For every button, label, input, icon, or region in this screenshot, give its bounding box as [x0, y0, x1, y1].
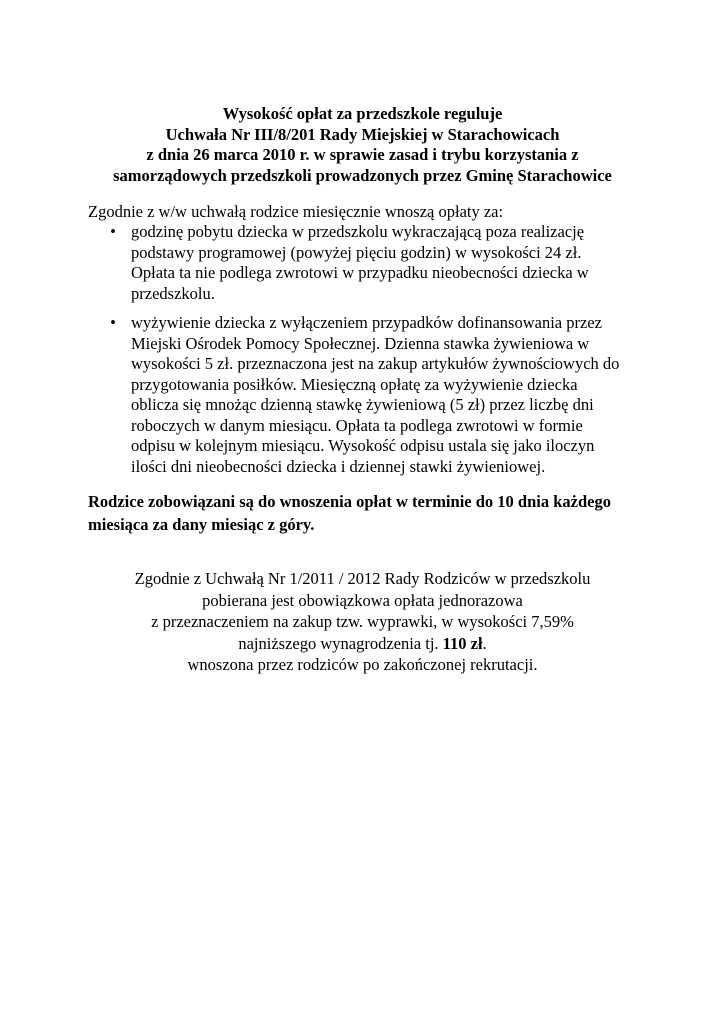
intro-paragraph: Zgodnie z w/w uchwałą rodzice miesięcznie wnoszą opłaty za: [88, 202, 504, 221]
layette-fee-amount: 110 zł [442, 633, 483, 653]
fee-item-line: przygotowania posiłków. Miesięczną opłatę za wyżywienie dziecka [131, 374, 578, 394]
payment-deadline-notice [88, 490, 611, 536]
fee-item-line: godzinę pobytu dziecka w przedszkolu wykraczającą poza realizację [131, 222, 585, 241]
fee-list-item-hours [88, 222, 648, 304]
title-line: Wysokość opłat za przedszkole reguluje [222, 104, 503, 123]
council-line: z przeznaczeniem na zakup tzw. wyprawki, w wysokości 7,59% [151, 612, 574, 631]
fee-item-line: wyżywienie dziecka z wyłączeniem przypadków dofinansowania przez [131, 313, 602, 332]
bullet-icon: • [110, 313, 116, 332]
fee-item-line: roboczych w danym miesiącu. Opłata ta podlega zwrotowi w formie [131, 415, 583, 435]
notice-line: Rodzice zobowiązani są do wnoszenia opłat w terminie do 10 dnia każdego [88, 492, 611, 511]
fee-item-text [131, 222, 648, 304]
council-line: wnoszona przez rodziców po zakończonej rekrutacji. [187, 655, 538, 674]
council-line: Zgodnie z Uchwałą Nr 1/2011 / 2012 Rady Rodziców w przedszkolu [134, 569, 591, 588]
fee-item-line: wysokości 5 zł. przeznaczona jest na zakup artykułów żywnościowych do [131, 354, 620, 373]
fee-list [88, 222, 648, 477]
fee-item-text [131, 313, 648, 477]
fee-item-line: Miejski Ośrodek Pomocy Społecznej. Dzienna stawka żywieniowa w [131, 333, 590, 353]
title-line: z dnia 26 marca 2010 r. w sprawie zasad i trybu korzystania z [146, 145, 579, 164]
title-line: samorządowych przedszkoli prowadzonych przez Gminę Starachowice [113, 165, 612, 185]
fee-item-line: podstawy programowej (powyżej pięciu godzin) w wysokości 24 zł. [131, 242, 582, 262]
title-line: Uchwała Nr III/8/201 Rady Miejskiej w Starachowicach [165, 124, 560, 144]
council-line: pobierana jest obowiązkowa opłata jednorazowa [202, 590, 523, 610]
document-title [60, 104, 665, 186]
notice-line: miesiąca za dany miesiąc z góry. [88, 515, 315, 534]
fee-item-line: Opłata ta nie podlega zwrotowi w przypadku nieobecności dziecka w [131, 263, 589, 282]
council-line-prefix: najniższego wynagrodzenia tj. [238, 633, 443, 653]
council-line-suffix: . [482, 633, 487, 653]
fee-item-line: oblicza się mnożąc dzienną stawkę żywieniową (5 zł) przez liczbę dni [131, 395, 594, 414]
parents-council-paragraph [60, 568, 665, 676]
fee-item-line: ilości dni nieobecności dziecka i dziennej stawki żywieniowej. [131, 456, 546, 476]
fee-item-line: przedszkolu. [131, 283, 215, 303]
fee-item-line: odpisu w kolejnym miesiącu. Wysokość odpisu ustala się jako iloczyn [131, 436, 595, 455]
bullet-icon: • [110, 222, 116, 241]
council-line [60, 633, 665, 655]
fee-list-item-meals [88, 313, 648, 477]
